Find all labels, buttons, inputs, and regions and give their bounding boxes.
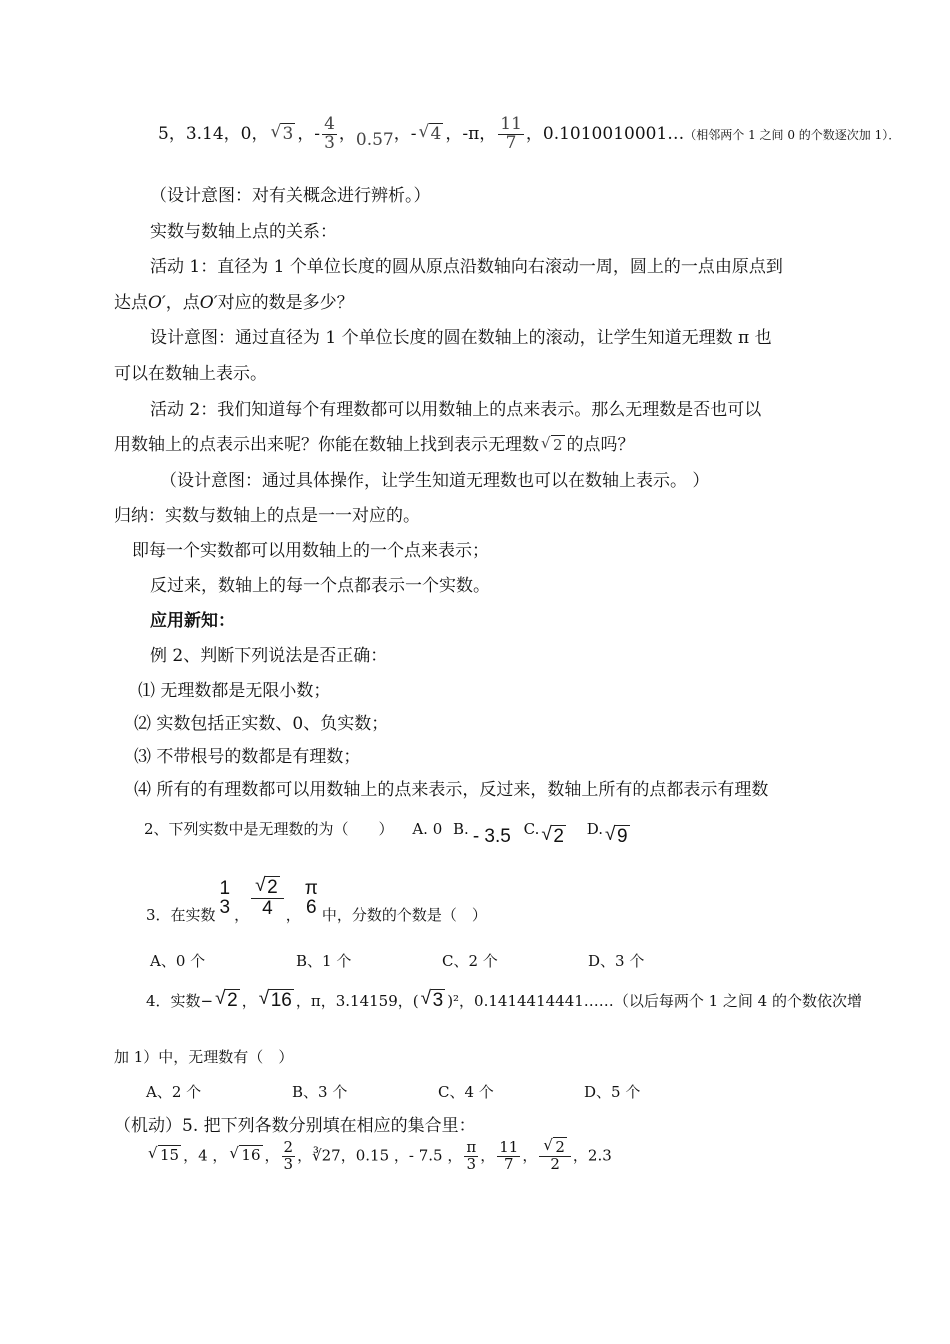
list-item: ⑶ 不带根号的数都是有理数； <box>134 747 361 767</box>
question-4-continued: 加 1）中，无理数有（ ） <box>114 1048 294 1066</box>
list-item: ⑵ 实数包括正实数、0、负实数； <box>134 714 389 734</box>
repeating-2-3: 2.3 <box>587 1146 612 1165</box>
activity-2-line-1: 活动 2：我们知道每个有理数都可以用数轴上的点来表示。那么无理数是否也可以 <box>150 400 762 420</box>
sqrt-16-q5: √ 16 <box>229 1145 262 1165</box>
sqrt-2-q4: √ 2 <box>215 990 240 1012</box>
fraction-11-7-q5: $\frac{11}{7}$ <box>499 1138 519 1173</box>
fraction-2-3: $\frac{2}{3}$ <box>283 1138 294 1173</box>
sqrt-4: √ 4 <box>419 123 444 145</box>
sqrt-15: √ 15 <box>148 1145 181 1165</box>
fraction-4-3: $\frac{4}{3}$ <box>324 114 335 153</box>
question-3-options: A、0 个 B、1 个 C、2 个 D、3 个 <box>150 952 645 970</box>
question-4: 4．实数−√ 2 ，√ 16 ，π，3.14159，(√ 3 )²，0.1414414441……（以后每两个 1 之间 4 的个数依次增 <box>146 990 862 1012</box>
question-5-numbers: √ 15 ，4 ，√ 16 ， $\frac{2}{3}$ ，∛27，0.15 ，- 7.5 ， $\frac{\pi}{3}$ ， $\frac{11}{7}$ ， √ $\frac{2}{2}$ ，2.3 <box>146 1140 612 1173</box>
fraction-sqrt2-4: √ $\frac{2}{4}$ <box>251 878 284 919</box>
sqrt-2: √ 2 <box>541 434 565 456</box>
activity-1-line-1: 活动 1：直径为 1 个单位长度的圆从原点沿数轴向右滚动一周，圆上的一点由原点到 <box>150 257 783 277</box>
list-item: ⑷ 所有的有理数都可以用数轴上的点来表示，反过来，数轴上所有的点都表示有理数 <box>134 780 769 800</box>
sqrt-3: √ 3 <box>270 123 295 145</box>
apply-heading: 应用新知： <box>150 611 235 631</box>
example-2: 例 2、判断下列说法是否正确： <box>150 646 388 666</box>
question-4-options: A、2 个 B、3 个 C、4 个 D、5 个 <box>146 1083 641 1101</box>
design-intent-2-line-1: 设计意图：通过直径为 1 个单位长度的圆在数轴上的滚动，让学生知道无理数 π 也 <box>150 328 772 348</box>
activity-2-line-2: 用数轴上的点表示出来呢？你能在数轴上找到表示无理数√ 2 的点吗？ <box>114 434 635 456</box>
design-intent-3: （设计意图：通过具体操作，让学生知道无理数也可以在数轴上表示。 ） <box>160 471 710 491</box>
design-intent-2-line-2: 可以在数轴上表示。 <box>114 364 267 384</box>
fraction-sqrt2-2: √ $\frac{2}{2}$ <box>539 1140 571 1173</box>
sqrt-2-option: √ 2 <box>541 826 566 848</box>
question-3: 3．在实数 1 3 ， √ $\frac{2}{4}$ ， π 6 中，分数的个数是（ ） <box>146 878 487 919</box>
fraction-1-3: 1 3 <box>219 877 231 919</box>
list-item: ⑴ 无理数都是无限小数； <box>138 681 331 701</box>
summary-3: 反过来，数轴上的每一个点都表示一个实数。 <box>150 576 490 596</box>
note-text: （相邻两个 1 之间 0 的个数逐次加 1）． <box>684 127 901 142</box>
summary-2: 即每一个实数都可以用数轴上的一个点来表示； <box>132 541 489 561</box>
question-2: 2、下列实数中是无理数的为（ ） A. 0 B. - 3.5 C.√ 2 D.√ 9 <box>144 818 632 840</box>
sqrt-9-option: √ 9 <box>605 826 630 848</box>
number-list: 5，3.14，0，√ 3 ，- $\frac{4}{3}$ ，0.57，-√ 4 ，-π， $\frac{11}{7}$ ，0.1010010001…（相邻两个 1 之间 0 的个数逐次加 1）． <box>158 116 900 153</box>
sqrt-3-q4: √ 3 <box>421 990 446 1012</box>
activity-1-line-2: 达点O′，点O′对应的数是多少？ <box>114 293 354 313</box>
relation-heading: 实数与数轴上点的关系： <box>150 222 337 242</box>
cube-root-27: ∛27 <box>312 1146 341 1165</box>
summary-1: 归纳：实数与数轴上的点是一一对应的。 <box>114 506 420 526</box>
repeating-decimal: 0.57 <box>355 129 394 150</box>
sqrt-16: √ 16 <box>259 990 294 1012</box>
design-intent-1: （设计意图：对有关概念进行辨析。） <box>150 186 431 206</box>
question-5: （机动）5. 把下列各数分别填在相应的集合里： <box>114 1116 476 1136</box>
fraction-pi-3: $\frac{\pi}{3}$ <box>466 1138 477 1173</box>
fraction-pi-6: π 6 <box>304 877 318 919</box>
fraction-11-7: $\frac{11}{7}$ <box>500 114 522 153</box>
